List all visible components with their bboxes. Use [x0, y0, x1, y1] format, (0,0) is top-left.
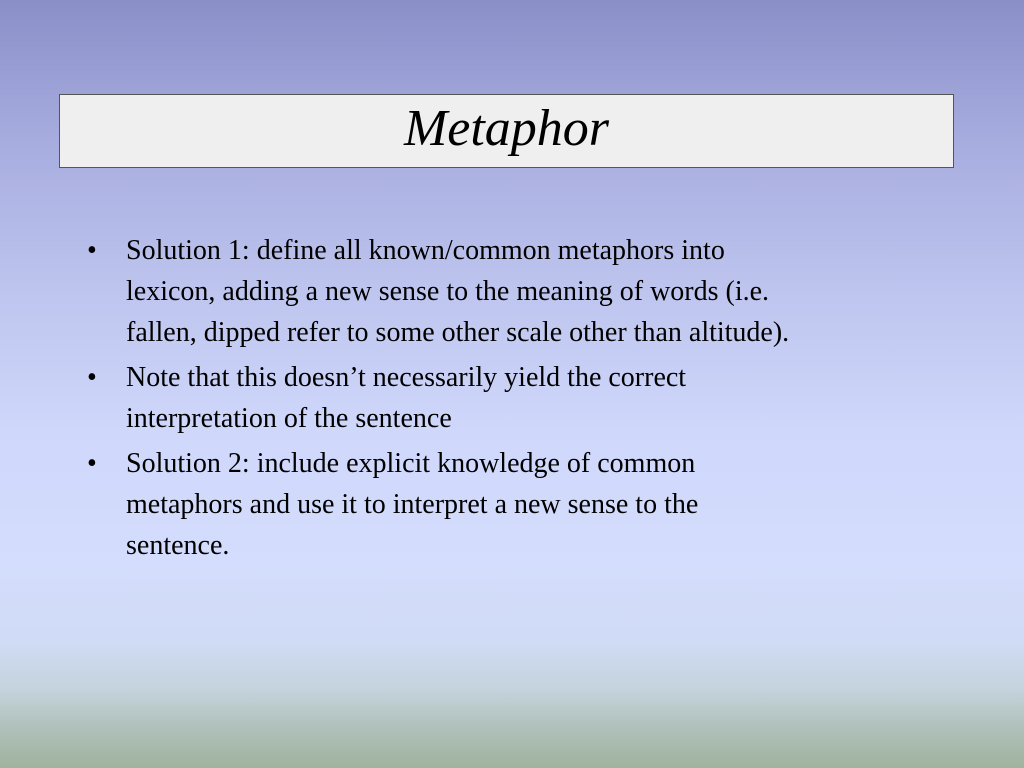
bullet-list [84, 230, 964, 570]
bullet-text-line: fallen, dipped refer to some other scale other than altitude). [126, 317, 790, 348]
bullet-item [84, 443, 964, 566]
bullet-text-line: Solution 1: define all known/common metaphors into [126, 235, 725, 266]
bullet-text-line: interpretation of the sentence [126, 403, 452, 434]
bullet-text-line: lexicon, adding a new sense to the meaning of words (i.e. [126, 276, 770, 307]
bullet-text-line: Solution 2: include explicit knowledge of common [126, 448, 696, 479]
slide-title: Metaphor [403, 100, 610, 157]
bullet-item [84, 357, 964, 439]
bullet-text-line: metaphors and use it to interpret a new sense to the [126, 489, 699, 520]
bullet-text-line: Note that this doesn’t necessarily yield the correct [126, 362, 687, 393]
bullet-item [84, 230, 964, 353]
title-box [59, 94, 954, 168]
bullet-text-line: sentence. [126, 530, 230, 561]
bullet-dot-icon: • [87, 448, 97, 479]
bullet-dot-icon: • [87, 362, 97, 393]
bullet-dot-icon: • [87, 235, 97, 266]
